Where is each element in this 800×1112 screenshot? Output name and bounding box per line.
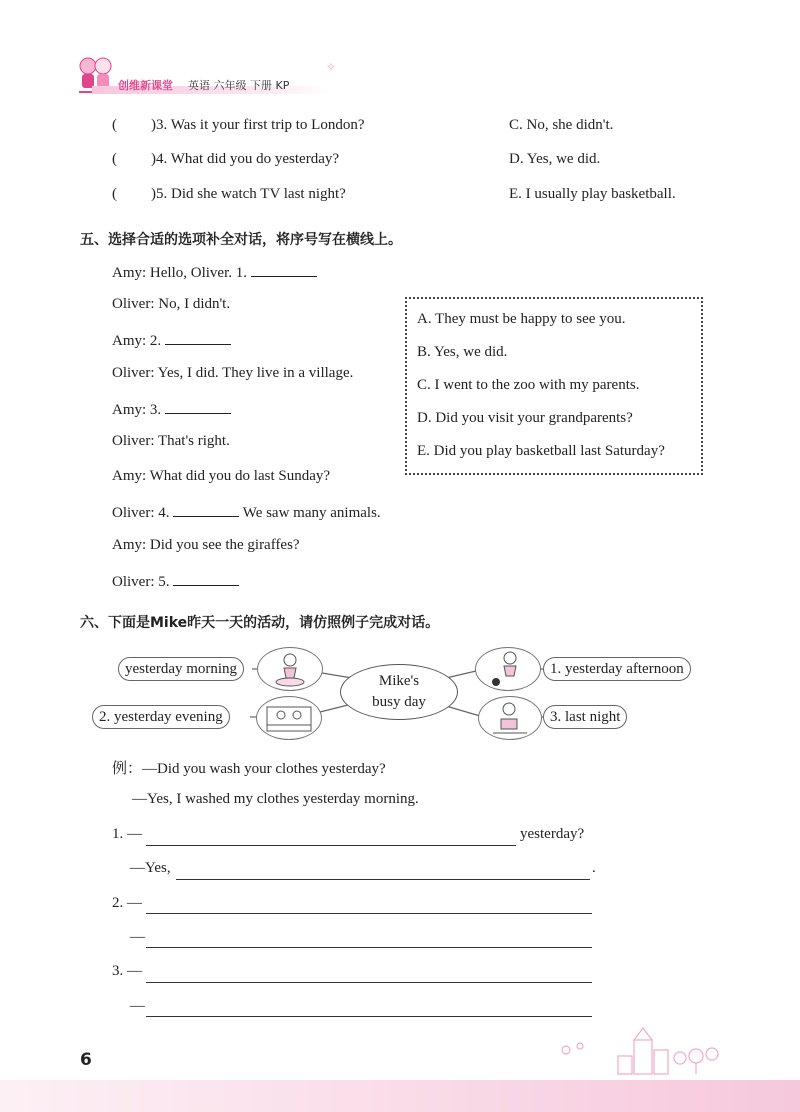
label-yesterday-evening: 2. yesterday evening	[92, 705, 230, 729]
washing-clothes-picture	[257, 647, 323, 691]
center-line-2: busy day	[372, 694, 426, 710]
option-a: A. They must be happy to see you.	[417, 311, 626, 327]
a1-answer-line[interactable]	[176, 879, 590, 880]
q1-prefix: 1. —	[112, 826, 142, 842]
center-line-1: Mike's	[378, 673, 420, 689]
q2-answer-line[interactable]	[146, 913, 592, 914]
castle-decoration-icon	[556, 1022, 726, 1084]
a1-suffix: .	[592, 860, 596, 876]
q1-suffix: yesterday?	[520, 826, 585, 842]
header-brand: 创维新课堂	[118, 79, 173, 92]
center-mikes-busy-day	[340, 664, 458, 720]
a1-prefix: —Yes,	[130, 860, 171, 876]
match-answer-c: C. No, she didn't.	[509, 117, 614, 133]
header-info: 英语 六年级 下册 KP	[188, 79, 290, 92]
match-row-3: ( )3. Was it your first trip to London?	[112, 117, 365, 133]
dialogue-line-6: Oliver: That's right.	[112, 433, 230, 449]
a3-prefix: —	[130, 998, 145, 1014]
label-yesterday-morning: yesterday morning	[118, 657, 244, 681]
match-answer-d: D. Yes, we did.	[509, 151, 601, 167]
dialogue-line-10: Oliver: 5.	[112, 571, 239, 591]
q3-answer-line[interactable]	[146, 982, 592, 983]
option-b: B. Yes, we did.	[417, 344, 508, 360]
q2-prefix: 2. —	[112, 895, 142, 911]
section5-title: 五、选择合适的选项补全对话，将序号写在横线上。	[80, 232, 402, 248]
option-c: C. I went to the zoo with my parents.	[417, 377, 640, 393]
option-d: D. Did you visit your grandparents?	[417, 410, 633, 426]
match-row-5: ( )5. Did she watch TV last night?	[112, 186, 346, 202]
dialogue-line-5: Amy: 3.	[112, 399, 231, 419]
example-question: 例：—Did you wash your clothes yesterday?	[112, 761, 386, 777]
q3-prefix: 3. —	[112, 963, 142, 979]
dialogue-line-7: Amy: What did you do last Sunday?	[112, 468, 331, 484]
a3-answer-line[interactable]	[146, 1016, 592, 1017]
label-yesterday-afternoon: 1. yesterday afternoon	[543, 657, 691, 681]
section6-title: 六、下面是Mike昨天一天的活动，请仿照例子完成对话。	[80, 615, 440, 631]
a2-prefix: —	[130, 929, 145, 945]
match-answer-e: E. I usually play basketball.	[509, 186, 676, 202]
dialogue-line-8: Oliver: 4. We saw many animals.	[112, 502, 381, 522]
a2-answer-line[interactable]	[146, 947, 592, 948]
option-e: E. Did you play basketball last Saturday?	[417, 443, 665, 459]
q1-answer-line[interactable]	[146, 845, 516, 846]
star-icon: ✧	[326, 60, 337, 74]
reading-picture	[478, 696, 542, 740]
playing-football-picture	[475, 647, 541, 691]
evening-scene-picture	[256, 696, 322, 740]
dialogue-line-2: Oliver: No, I didn't.	[112, 296, 231, 312]
example-answer: —Yes, I washed my clothes yesterday morning.	[132, 791, 419, 807]
label-last-night: 3. last night	[543, 705, 627, 729]
match-row-4: ( )4. What did you do yesterday?	[112, 151, 340, 167]
footer-band	[0, 1080, 800, 1112]
dialogue-line-4: Oliver: Yes, I did. They live in a village.	[112, 365, 354, 381]
dialogue-line-9: Amy: Did you see the giraffes?	[112, 537, 300, 553]
dialogue-line-3: Amy: 2.	[112, 330, 231, 350]
dialogue-line-1: Amy: Hello, Oliver. 1.	[112, 262, 317, 282]
page-number: 6	[80, 1050, 92, 1070]
